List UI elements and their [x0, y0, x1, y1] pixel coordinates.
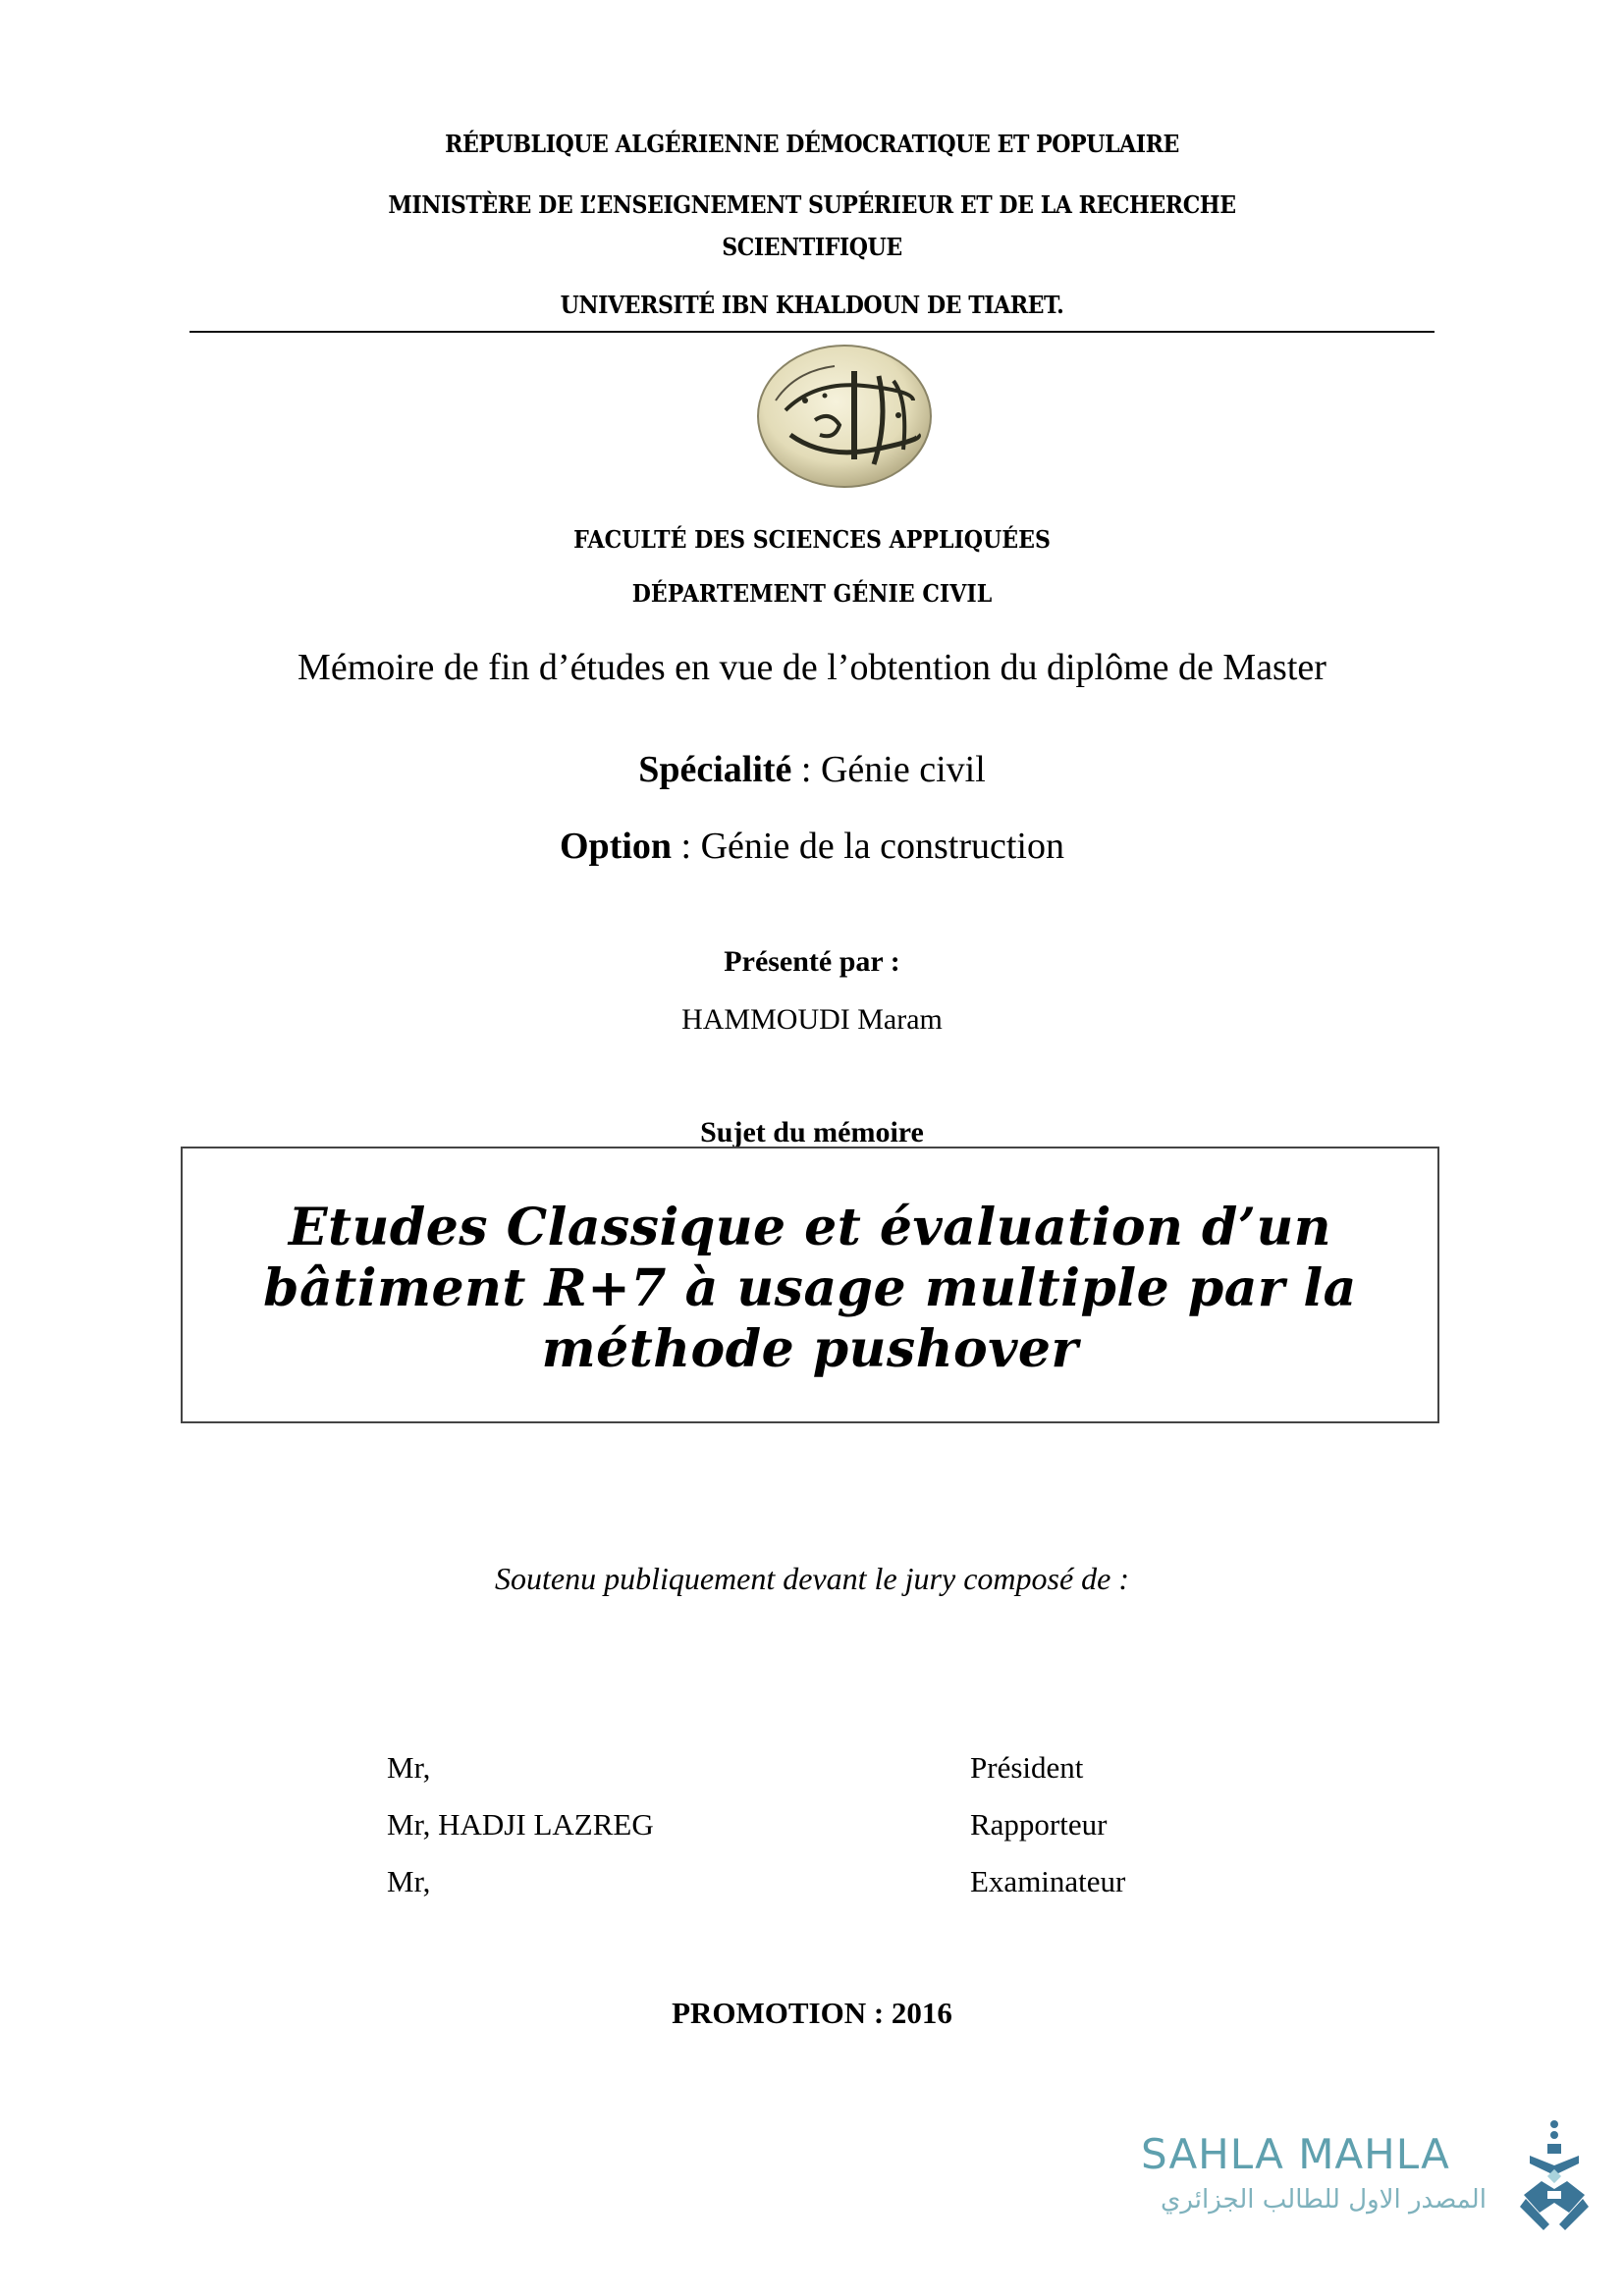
subject-title — [183, 1198, 1437, 1380]
subject-title-line: Etudes Classique et évaluation d’un — [288, 1198, 1332, 1257]
jury-member-role: Examinateur — [970, 1864, 1126, 1898]
jury-member-name: Mr, — [387, 1864, 431, 1898]
brand-name: SAHLA MAHLA — [1141, 2130, 1450, 2178]
presented-by-label: Présenté par : — [724, 945, 900, 978]
subject-title-line: bâtiment R+7 à usage multiple par la — [263, 1258, 1357, 1318]
jury-member-name: Mr, HADJI LAZREG — [387, 1807, 654, 1842]
option-line — [0, 825, 1624, 868]
sahla-mahla-watermark — [1139, 2128, 1571, 2246]
jury-member-role: Rapporteur — [970, 1807, 1108, 1842]
department-name: DÉPARTEMENT GÉNIE CIVIL — [631, 579, 993, 608]
faculty-name: FACULTÉ DES SCIENCES APPLIQUÉES — [573, 525, 1051, 554]
subject-title-line: méthode pushover — [541, 1319, 1079, 1379]
specialite-label: Spécialité — [638, 749, 792, 790]
jury-member-role: Président — [970, 1750, 1084, 1785]
specialite-line — [0, 748, 1624, 791]
option-label: Option — [560, 826, 673, 867]
jury-member-name: Mr, — [387, 1750, 431, 1785]
brand-tagline: المصدر الاول للطالب الجزائري — [1161, 2185, 1487, 2215]
ministry-heading: MINISTÈRE DE L’ENSEIGNEMENT SUPÉRIEUR ET DE LA RECHERCHE — [388, 190, 1236, 219]
jury-intro: Soutenu publiquement devant le jury composé de : — [494, 1561, 1130, 1596]
subject-title-box — [181, 1147, 1439, 1423]
university-heading: UNIVERSITÉ IBN KHALDOUN DE TIARET. — [560, 291, 1064, 319]
memoire-purpose: Mémoire de fin d’études en vue de l’obtention du diplôme de Master — [298, 647, 1326, 688]
promotion-year: PROMOTION : 2016 — [672, 1996, 952, 2030]
ministry-heading-cont: SCIENTIFIQUE — [722, 233, 902, 261]
author-name: HAMMOUDI Maram — [681, 1003, 943, 1036]
republic-heading: RÉPUBLIQUE ALGÉRIENNE DÉMOCRATIQUE ET POPULAIRE — [445, 130, 1179, 158]
specialite-value: : Génie civil — [791, 749, 986, 790]
sahla-mahla-logo-icon — [1520, 2118, 1589, 2234]
option-value: : Génie de la construction — [672, 826, 1064, 867]
university-seal-icon — [756, 342, 933, 489]
subject-label: Sujet du mémoire — [700, 1116, 924, 1148]
header-divider — [189, 331, 1435, 333]
